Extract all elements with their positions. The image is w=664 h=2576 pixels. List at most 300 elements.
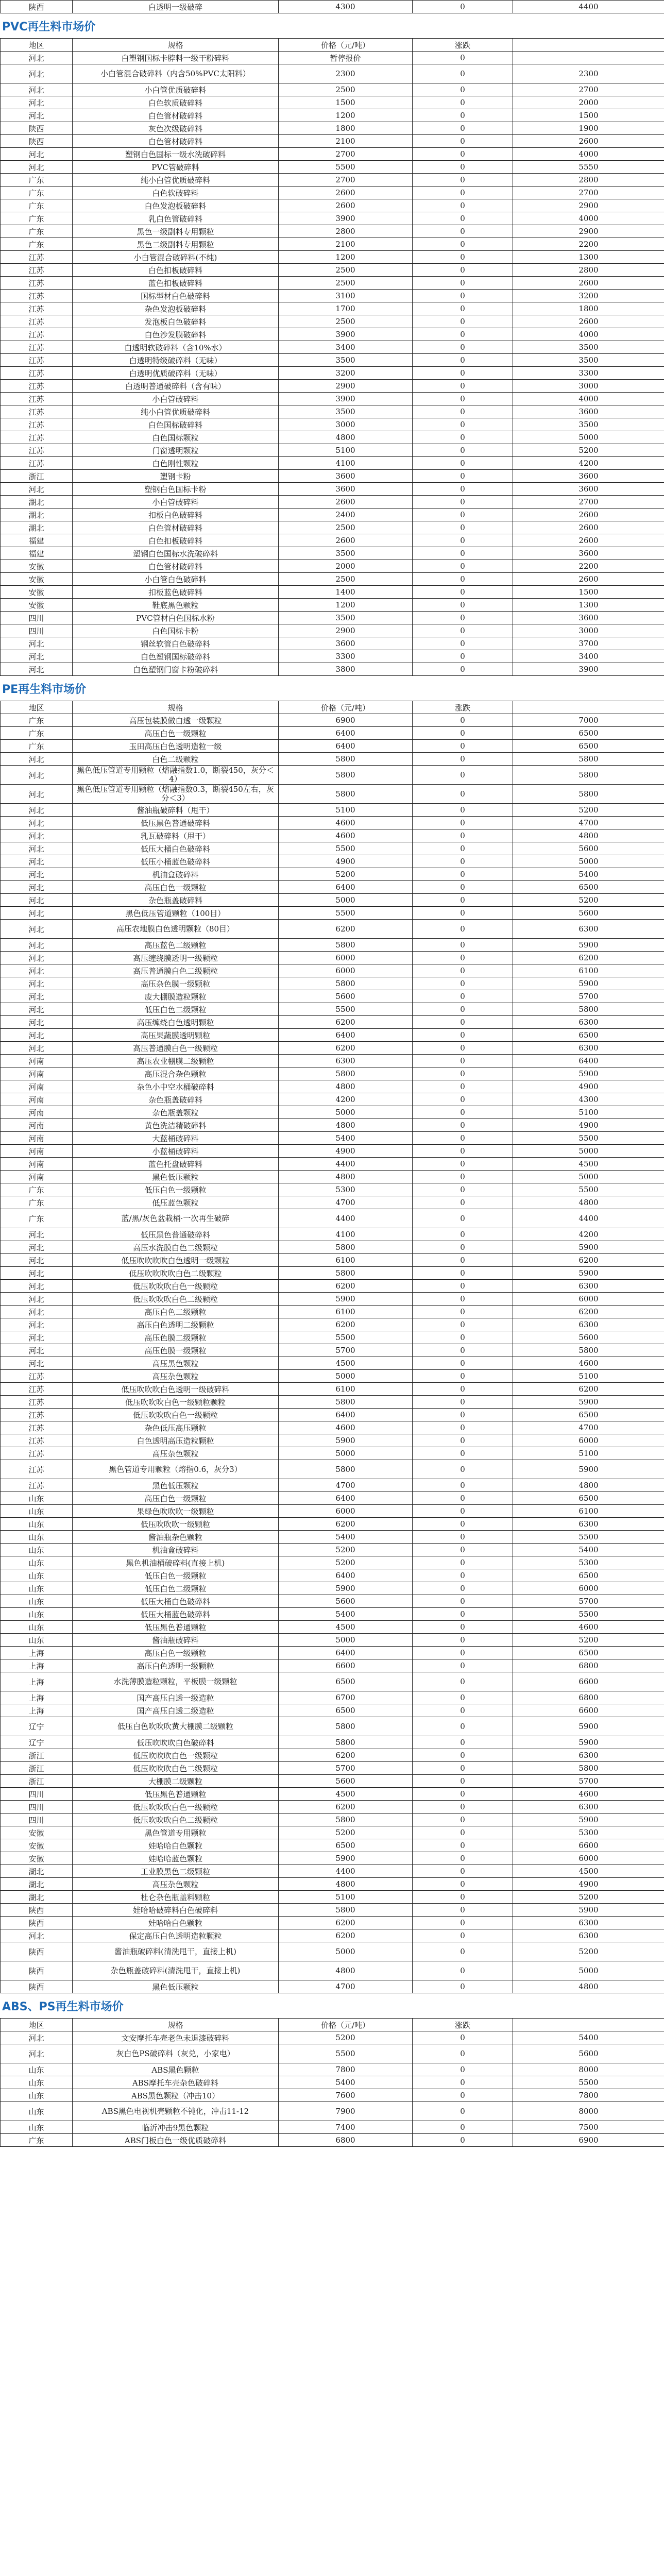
spec-cell: 高压杂色颗粒 xyxy=(73,1447,279,1460)
change-cell: 0 xyxy=(413,1171,513,1183)
region-cell: 山东 xyxy=(1,1531,73,1544)
change-cell: 0 xyxy=(413,52,513,64)
price-cell: 4700 xyxy=(279,1980,413,1993)
change-cell: 0 xyxy=(413,952,513,964)
section-title: PVC再生料市场价 xyxy=(2,20,96,33)
price-high-cell: 2600 xyxy=(513,277,664,290)
region-cell: 河北 xyxy=(1,637,73,650)
price-cell: 7600 xyxy=(279,2089,413,2102)
price-cell: 5800 xyxy=(279,1736,413,1749)
price-high-cell: 5000 xyxy=(513,1171,664,1183)
region-cell: 河南 xyxy=(1,1106,73,1119)
table-row xyxy=(1,1003,664,1016)
spec-cell: 低压白色二级颗粒 xyxy=(73,1003,279,1016)
region-cell: 江苏 xyxy=(1,1383,73,1396)
price-cell: 3500 xyxy=(279,354,413,367)
price-cell: 5800 xyxy=(279,1904,413,1917)
change-cell: 0 xyxy=(413,1717,513,1736)
region-cell: 河北 xyxy=(1,829,73,842)
price-cell: 6900 xyxy=(279,714,413,727)
price-high-cell: 2000 xyxy=(513,96,664,109)
spec-cell: 高压包装膜做白透一级颗粒 xyxy=(73,714,279,727)
change-cell: 0 xyxy=(413,1,513,13)
table-row xyxy=(1,1171,664,1183)
change-cell: 0 xyxy=(413,855,513,868)
price-table xyxy=(0,2018,664,2147)
spec-cell: 工业膜黑色二级颗粒 xyxy=(73,1865,279,1878)
spec-cell: 文安摩托车壳老色未退漆破碎料 xyxy=(73,2031,279,2044)
price-high-cell: 5500 xyxy=(513,1132,664,1145)
table-row xyxy=(1,418,664,431)
change-cell: 0 xyxy=(413,302,513,315)
table-row xyxy=(1,1505,664,1518)
region-cell: 河北 xyxy=(1,785,73,804)
change-cell: 0 xyxy=(413,2134,513,2147)
change-cell: 0 xyxy=(413,1544,513,1556)
change-cell: 0 xyxy=(413,1209,513,1228)
header-cell xyxy=(513,701,664,714)
price-cell: 5200 xyxy=(279,1826,413,1839)
price-cell: 6500 xyxy=(279,1839,413,1852)
table-row xyxy=(1,1409,664,1421)
table-row xyxy=(1,161,664,174)
price-cell: 6200 xyxy=(279,1929,413,1942)
price-high-cell: 3900 xyxy=(513,663,664,676)
table-row xyxy=(1,1749,664,1762)
price-high-cell: 6500 xyxy=(513,881,664,894)
table-row xyxy=(1,1659,664,1672)
change-cell: 0 xyxy=(413,1331,513,1344)
price-high-cell: 5900 xyxy=(513,1241,664,1254)
spec-cell: 高压白色一级颗粒 xyxy=(73,727,279,740)
price-high-cell: 5100 xyxy=(513,1447,664,1460)
spec-cell: 保定高压白色透明造粒颗粒 xyxy=(73,1929,279,1942)
price-high-cell: 5200 xyxy=(513,1891,664,1904)
change-cell: 0 xyxy=(413,663,513,676)
change-cell: 0 xyxy=(413,1917,513,1929)
table-row xyxy=(1,1183,664,1196)
header-cell: 规格 xyxy=(73,2019,279,2031)
price-high-cell: 4800 xyxy=(513,1980,664,1993)
price-cell: 2700 xyxy=(279,174,413,187)
region-cell: 河北 xyxy=(1,1306,73,1318)
spec-cell: 白透明软破碎料（含10%水） xyxy=(73,341,279,354)
region-cell: 江苏 xyxy=(1,1447,73,1460)
table-row xyxy=(1,1904,664,1917)
change-cell: 0 xyxy=(413,1839,513,1852)
price-table xyxy=(0,38,664,676)
change-cell: 0 xyxy=(413,1280,513,1293)
spec-cell: 大棚膜二级颗粒 xyxy=(73,1775,279,1788)
spec-cell: 黑色低压颗粒 xyxy=(73,1479,279,1492)
spec-cell: 白色管材破碎料 xyxy=(73,521,279,534)
spec-cell: 白色管材破碎料 xyxy=(73,560,279,573)
price-high-cell: 6300 xyxy=(513,1318,664,1331)
table-row xyxy=(1,586,664,599)
spec-cell: 塑钢卡粉 xyxy=(73,470,279,483)
spec-cell: 低压黑色普通颗粒 xyxy=(73,1621,279,1634)
price-cell: 6000 xyxy=(279,952,413,964)
price-high-cell: 5800 xyxy=(513,1344,664,1357)
price-high-cell: 5900 xyxy=(513,939,664,952)
table-row xyxy=(1,1080,664,1093)
region-cell: 浙江 xyxy=(1,1762,73,1775)
change-cell: 0 xyxy=(413,534,513,547)
change-cell: 0 xyxy=(413,1383,513,1396)
region-cell: 广东 xyxy=(1,1196,73,1209)
table-row xyxy=(1,1704,664,1717)
price-high-cell: 1300 xyxy=(513,599,664,612)
price-cell: 4700 xyxy=(279,1479,413,1492)
price-cell: 5500 xyxy=(279,842,413,855)
spec-cell: 蓝色扣板破碎料 xyxy=(73,277,279,290)
change-cell: 0 xyxy=(413,418,513,431)
table-row xyxy=(1,367,664,380)
region-cell: 河北 xyxy=(1,96,73,109)
region-cell: 江苏 xyxy=(1,1370,73,1383)
change-cell: 0 xyxy=(413,1961,513,1980)
table-row xyxy=(1,1460,664,1479)
spec-cell: 低压白色吹吹吹黄大棚膜二级颗粒 xyxy=(73,1717,279,1736)
change-cell: 0 xyxy=(413,1775,513,1788)
region-cell: 安徽 xyxy=(1,1852,73,1865)
change-cell: 0 xyxy=(413,1749,513,1762)
price-high-cell: 6300 xyxy=(513,1917,664,1929)
change-cell: 0 xyxy=(413,1447,513,1460)
region-cell: 河北 xyxy=(1,148,73,161)
change-cell: 0 xyxy=(413,1460,513,1479)
region-cell: 陕西 xyxy=(1,122,73,135)
change-cell: 0 xyxy=(413,714,513,727)
spec-cell: 低压小桶蓝色破碎料 xyxy=(73,855,279,868)
spec-cell: PVC管破碎料 xyxy=(73,161,279,174)
region-cell: 河南 xyxy=(1,1145,73,1158)
price-cell: 3600 xyxy=(279,483,413,496)
table-row xyxy=(1,855,664,868)
region-cell: 江苏 xyxy=(1,418,73,431)
spec-cell: 低压黑色普通颗粒 xyxy=(73,1788,279,1801)
price-high-cell xyxy=(513,52,664,64)
price-high-cell: 5900 xyxy=(513,1904,664,1917)
region-cell: 山东 xyxy=(1,2063,73,2076)
price-high-cell: 2600 xyxy=(513,135,664,148)
price-high-cell: 6200 xyxy=(513,1254,664,1267)
table-row xyxy=(1,1865,664,1878)
price-cell: 5600 xyxy=(279,1595,413,1608)
price-cell: 5300 xyxy=(279,1183,413,1196)
spec-cell: 低压大桶白色破碎料 xyxy=(73,1595,279,1608)
header-cell: 地区 xyxy=(1,2019,73,2031)
spec-cell: 白色国标破碎料 xyxy=(73,418,279,431)
change-cell: 0 xyxy=(413,1647,513,1659)
price-cell: 3100 xyxy=(279,290,413,302)
spec-cell: 酱油瓶破碎料 xyxy=(73,1634,279,1647)
table-row xyxy=(1,1280,664,1293)
table-row xyxy=(1,1929,664,1942)
change-cell: 0 xyxy=(413,1132,513,1145)
spec-cell: 黑色管道专用颗粒（熔指0.6，灰分3） xyxy=(73,1460,279,1479)
price-cell: 5800 xyxy=(279,1267,413,1280)
table-row xyxy=(1,1691,664,1704)
spec-cell: 高压白色二级颗粒 xyxy=(73,1306,279,1318)
table-row xyxy=(1,187,664,199)
table-row xyxy=(1,1042,664,1055)
price-cell: 2000 xyxy=(279,560,413,573)
change-cell: 0 xyxy=(413,1736,513,1749)
change-cell: 0 xyxy=(413,1003,513,1016)
price-high-cell: 6500 xyxy=(513,1569,664,1582)
change-cell: 0 xyxy=(413,2089,513,2102)
region-cell: 陕西 xyxy=(1,1980,73,1993)
spec-cell: 娃哈哈蓝色颗粒 xyxy=(73,1852,279,1865)
table-row xyxy=(1,1736,664,1749)
change-cell: 0 xyxy=(413,766,513,785)
price-high-cell: 5900 xyxy=(513,1814,664,1826)
table-row xyxy=(1,1980,664,1993)
price-high-cell: 6500 xyxy=(513,1492,664,1505)
spec-cell: 高压黑色颗粒 xyxy=(73,1357,279,1370)
spec-cell: 发泡板白色破碎料 xyxy=(73,315,279,328)
change-cell: 0 xyxy=(413,290,513,302)
table-row xyxy=(1,96,664,109)
price-cell: 2500 xyxy=(279,264,413,277)
table-row xyxy=(1,1,664,13)
change-cell: 0 xyxy=(413,1788,513,1801)
price-cell: 4100 xyxy=(279,1228,413,1241)
table-row xyxy=(1,2089,664,2102)
table-row xyxy=(1,431,664,444)
change-cell: 0 xyxy=(413,1891,513,1904)
price-high-cell: 4900 xyxy=(513,1119,664,1132)
region-cell: 广东 xyxy=(1,740,73,753)
region-cell: 江苏 xyxy=(1,328,73,341)
table-row xyxy=(1,457,664,470)
region-cell: 江苏 xyxy=(1,354,73,367)
spec-cell: 国产高压白透二级造粒 xyxy=(73,1704,279,1717)
price-cell: 5200 xyxy=(279,1544,413,1556)
change-cell: 0 xyxy=(413,990,513,1003)
table-row xyxy=(1,1434,664,1447)
spec-cell: 高压白色一级颗粒 xyxy=(73,881,279,894)
region-cell: 山东 xyxy=(1,2089,73,2102)
region-cell: 山东 xyxy=(1,1569,73,1582)
spec-cell: 小白管优质破碎料 xyxy=(73,83,279,96)
spec-cell: 低压蓝色颗粒 xyxy=(73,1196,279,1209)
spec-cell: 白色沙发膜破碎料 xyxy=(73,328,279,341)
spec-cell: 高压混合杂色颗粒 xyxy=(73,1067,279,1080)
price-cell: 2300 xyxy=(279,64,413,83)
region-cell: 辽宁 xyxy=(1,1717,73,1736)
spec-cell: 高压水洗膜白色二级颗粒 xyxy=(73,1241,279,1254)
price-high-cell: 6800 xyxy=(513,1659,664,1672)
region-cell: 四川 xyxy=(1,612,73,624)
price-cell: 5800 xyxy=(279,1396,413,1409)
price-cell: 6000 xyxy=(279,964,413,977)
region-cell: 浙江 xyxy=(1,1775,73,1788)
table-row xyxy=(1,315,664,328)
price-cell: 5000 xyxy=(279,1634,413,1647)
price-cell: 4800 xyxy=(279,1171,413,1183)
region-cell: 江苏 xyxy=(1,1460,73,1479)
price-cell: 6100 xyxy=(279,1306,413,1318)
price-cell: 3800 xyxy=(279,663,413,676)
table-row xyxy=(1,1093,664,1106)
change-cell: 0 xyxy=(413,1762,513,1775)
price-high-cell: 6000 xyxy=(513,1582,664,1595)
change-cell: 0 xyxy=(413,1183,513,1196)
price-high-cell: 6400 xyxy=(513,1055,664,1067)
change-cell: 0 xyxy=(413,1196,513,1209)
price-cell: 6100 xyxy=(279,1254,413,1267)
price-cell: 2500 xyxy=(279,573,413,586)
region-cell: 山东 xyxy=(1,1505,73,1518)
price-high-cell: 5100 xyxy=(513,1106,664,1119)
region-cell: 湖北 xyxy=(1,1878,73,1891)
region-cell: 江苏 xyxy=(1,405,73,418)
price-cell: 1700 xyxy=(279,302,413,315)
change-cell: 0 xyxy=(413,1145,513,1158)
change-cell: 0 xyxy=(413,1865,513,1878)
price-high-cell: 6000 xyxy=(513,1293,664,1306)
table-row xyxy=(1,290,664,302)
region-cell: 安徽 xyxy=(1,1826,73,1839)
price-high-cell: 4900 xyxy=(513,1080,664,1093)
price-high-cell: 6600 xyxy=(513,1839,664,1852)
price-cell: 5700 xyxy=(279,1762,413,1775)
price-high-cell: 3000 xyxy=(513,380,664,393)
table-row xyxy=(1,1647,664,1659)
price-cell: 4100 xyxy=(279,457,413,470)
price-cell: 6400 xyxy=(279,1409,413,1421)
region-cell: 河北 xyxy=(1,952,73,964)
region-cell: 河北 xyxy=(1,881,73,894)
price-cell: 2400 xyxy=(279,509,413,521)
price-cell: 4400 xyxy=(279,1158,413,1171)
price-cell: 4800 xyxy=(279,1878,413,1891)
change-cell: 0 xyxy=(413,1434,513,1447)
price-cell: 5800 xyxy=(279,1717,413,1736)
price-high-cell: 4800 xyxy=(513,1196,664,1209)
spec-cell: 白色软破碎料 xyxy=(73,187,279,199)
price-high-cell: 3500 xyxy=(513,418,664,431)
price-high-cell: 6300 xyxy=(513,1929,664,1942)
table-row xyxy=(1,2102,664,2121)
price-high-cell: 5500 xyxy=(513,1608,664,1621)
price-high-cell: 3700 xyxy=(513,637,664,650)
spec-cell: 高压普通膜白色一级颗粒 xyxy=(73,1042,279,1055)
table-row xyxy=(1,264,664,277)
price-cell: 3600 xyxy=(279,637,413,650)
price-cell: 5500 xyxy=(279,161,413,174)
table-row xyxy=(1,714,664,727)
price-high-cell: 2700 xyxy=(513,83,664,96)
table-row xyxy=(1,341,664,354)
price-cell: 6400 xyxy=(279,1569,413,1582)
table-row xyxy=(1,952,664,964)
change-cell: 0 xyxy=(413,405,513,418)
price-high-cell: 6300 xyxy=(513,1749,664,1762)
price-high-cell: 4000 xyxy=(513,328,664,341)
table-row xyxy=(1,1479,664,1492)
table-row xyxy=(1,2063,664,2076)
price-cell: 4800 xyxy=(279,431,413,444)
price-high-cell: 4400 xyxy=(513,1209,664,1228)
spec-cell: 扣板蓝色破碎料 xyxy=(73,586,279,599)
price-high-cell: 7500 xyxy=(513,2121,664,2134)
change-cell: 0 xyxy=(413,1370,513,1383)
price-high-cell: 3200 xyxy=(513,290,664,302)
price-cell: 5200 xyxy=(279,2031,413,2044)
price-high-cell: 3500 xyxy=(513,354,664,367)
table-row xyxy=(1,1055,664,1067)
change-cell: 0 xyxy=(413,251,513,264)
region-cell: 陕西 xyxy=(1,1904,73,1917)
spec-cell: 黑色二级副料专用颗粒 xyxy=(73,238,279,251)
change-cell: 0 xyxy=(413,573,513,586)
table-row xyxy=(1,1067,664,1080)
price-high-cell: 2200 xyxy=(513,560,664,573)
spec-cell: 低压吹吹吹白色一级颗粒 xyxy=(73,1749,279,1762)
spec-cell: 高压缠绕白色透明颗粒 xyxy=(73,1016,279,1029)
price-cell: 5500 xyxy=(279,1331,413,1344)
region-cell: 河南 xyxy=(1,1119,73,1132)
price-high-cell: 5200 xyxy=(513,804,664,817)
price-high-cell: 5900 xyxy=(513,1067,664,1080)
price-cell: 5800 xyxy=(279,1460,413,1479)
price-cell: 5200 xyxy=(279,1556,413,1569)
change-cell: 0 xyxy=(413,829,513,842)
price-cell: 4500 xyxy=(279,1357,413,1370)
table-header-row xyxy=(1,2019,664,2031)
price-high-cell: 4600 xyxy=(513,1621,664,1634)
price-high-cell: 5200 xyxy=(513,444,664,457)
price-high-cell: 5900 xyxy=(513,1396,664,1409)
change-cell: 0 xyxy=(413,1409,513,1421)
table-row xyxy=(1,663,664,676)
spec-cell: 小白管混合破碎料（内含50%PVC太阳料） xyxy=(73,64,279,83)
region-cell: 陕西 xyxy=(1,135,73,148)
price-high-cell: 4200 xyxy=(513,1228,664,1241)
change-cell: 0 xyxy=(413,1055,513,1067)
region-cell: 河南 xyxy=(1,1093,73,1106)
region-cell: 河北 xyxy=(1,1331,73,1344)
spec-cell: 国标型材白色破碎料 xyxy=(73,290,279,302)
region-cell: 河南 xyxy=(1,1055,73,1067)
price-high-cell: 2600 xyxy=(513,509,664,521)
table-row xyxy=(1,109,664,122)
price-table xyxy=(0,701,664,1993)
region-cell: 河北 xyxy=(1,483,73,496)
change-cell: 0 xyxy=(413,264,513,277)
price-high-cell: 6100 xyxy=(513,964,664,977)
change-cell: 0 xyxy=(413,547,513,560)
region-cell: 江苏 xyxy=(1,1409,73,1421)
region-cell: 陕西 xyxy=(1,1942,73,1961)
region-cell: 安徽 xyxy=(1,573,73,586)
table-row xyxy=(1,1762,664,1775)
price-high-cell: 5600 xyxy=(513,907,664,920)
region-cell: 广东 xyxy=(1,1183,73,1196)
table-row xyxy=(1,122,664,135)
change-cell: 0 xyxy=(413,1306,513,1318)
table-row xyxy=(1,1814,664,1826)
change-cell: 0 xyxy=(413,842,513,855)
change-cell: 0 xyxy=(413,509,513,521)
change-cell: 0 xyxy=(413,612,513,624)
table-row xyxy=(1,1293,664,1306)
region-cell: 河北 xyxy=(1,1280,73,1293)
change-cell: 0 xyxy=(413,457,513,470)
